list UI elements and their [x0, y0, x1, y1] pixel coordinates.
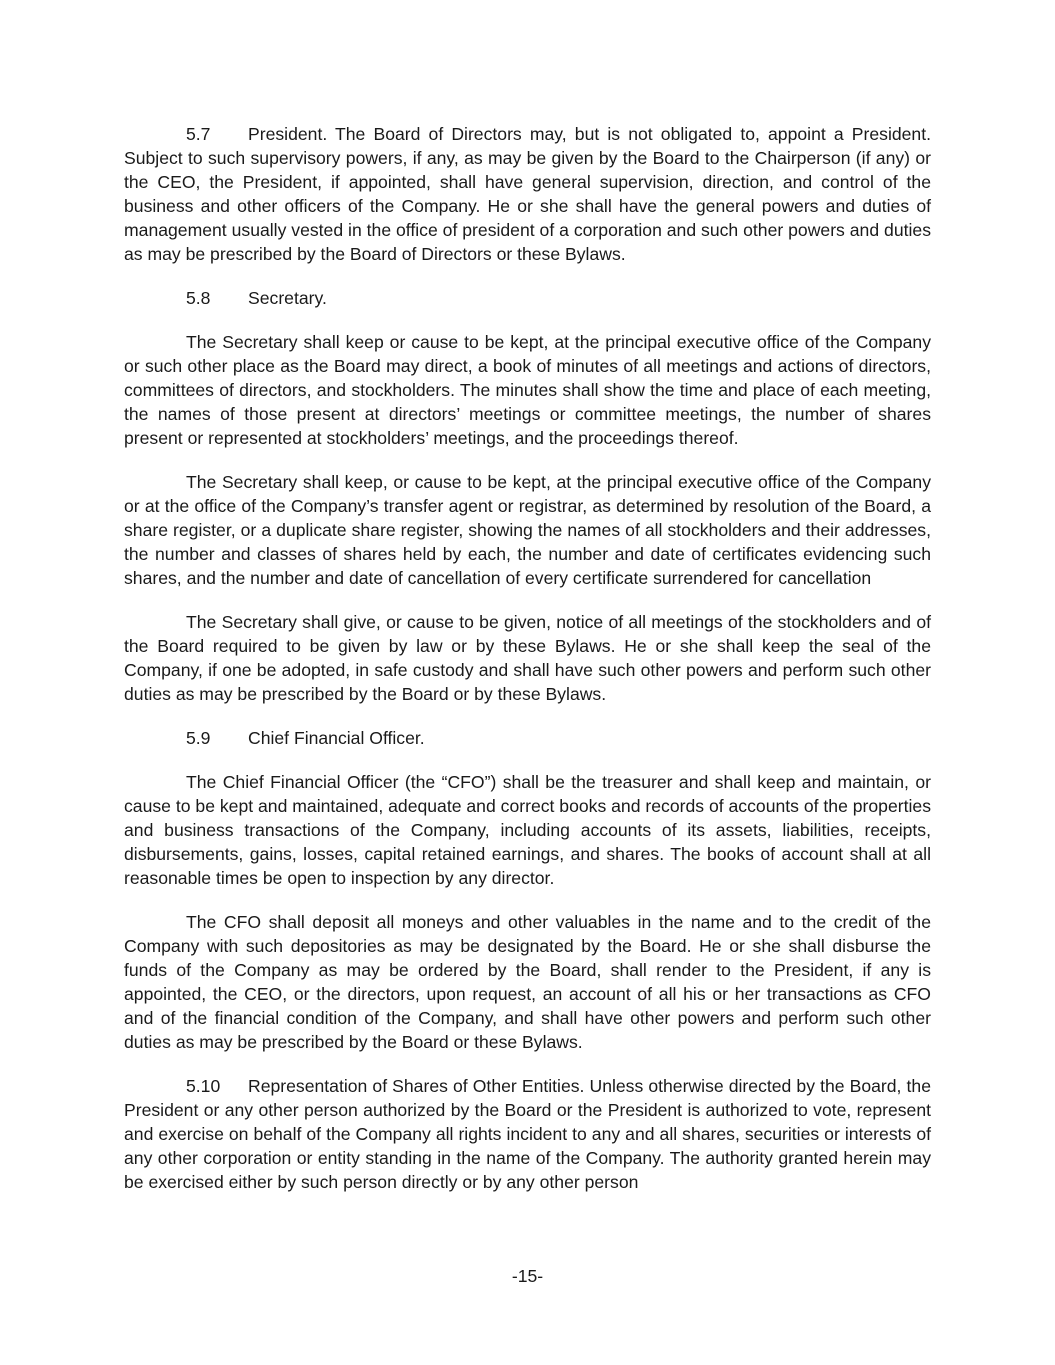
section-number: 5.9	[186, 728, 211, 748]
section-title: Chief Financial Officer.	[248, 728, 425, 748]
section-number: 5.7	[186, 124, 211, 144]
document-page	[124, 122, 931, 1194]
secretary-paragraph-2: The Secretary shall keep, or cause to be kept, at the principal executive office of the Company or at the office of the Company’s transfer agent or registrar, as determined by resolution of the Board, a share register, or a duplicate share register, showing the names of all stockholders and their addresses, the number and classes of shares held by each, the number and date of certificates evidencing such shares, and the number and date of cancellation of every certificate surrendered for cancellation	[124, 472, 931, 588]
secretary-paragraph-1: The Secretary shall keep or cause to be kept, at the principal executive office of the Company or such other place as the Board may direct, a book of minutes of all meetings and actions of directors, committees of directors, and stockholders. The minutes shall show the time and place of each meeting, the names of those present at directors’ meetings or committee meetings, the number of shares present or represented at stockholders’ meetings, and the proceedings thereof.	[124, 332, 931, 448]
section-title: Secretary.	[248, 288, 327, 308]
page-number: -15-	[511, 1266, 544, 1286]
cfo-paragraph-1: The Chief Financial Officer (the “CFO”) shall be the treasurer and shall keep and maintain, or cause to be kept and maintained, adequate and correct books and records of accounts of the properties and business transactions of the Company, including accounts of its assets, liabilities, receipts, disbursements, gains, losses, capital retained earnings, and shares. The books of account shall at all reasonable times be open to inspection by any director.	[124, 772, 931, 888]
section-5-8-heading	[124, 286, 931, 310]
secretary-paragraph-3: The Secretary shall give, or cause to be given, notice of all meetings of the stockholders and of the Board required to be given by law or by these Bylaws. He or she shall keep the seal of the Company, if one be adopted, in safe custody and shall have such other powers and perform such other duties as may be prescribed by the Board or by these Bylaws.	[124, 612, 931, 704]
section-text: President. The Board of Directors may, but is not obligated to, appoint a President. Subject to such supervisory powers, if any, as may be given by the Board to the Chairperson (if any) or the CEO, the President, if appointed, shall have general supervision, direction, and control of the business and other officers of the Company. He or she shall have the general powers and duties of management usually vested in the office of president of a corporation and such other powers and duties as may be prescribed by the Board of Directors or these Bylaws.	[124, 124, 931, 264]
section-number: 5.10	[186, 1076, 221, 1096]
section-5-9-heading	[124, 726, 931, 750]
section-5-10	[124, 1074, 931, 1194]
cfo-paragraph-2: The CFO shall deposit all moneys and other valuables in the name and to the credit of the Company with such depositories as may be designated by the Board. He or she shall disburse the funds of the Company as may be ordered by the Board, shall render to the President, if any is appointed, the CEO, or the directors, upon request, an account of all his or her transactions as CFO and of the financial condition of the Company, and shall have other powers and perform such other duties as may be prescribed by the Board or these Bylaws.	[124, 912, 931, 1052]
section-number: 5.8	[186, 288, 211, 308]
section-text: Representation of Shares of Other Entities. Unless otherwise directed by the Board, the President or any other person authorized by the Board or the President is authorized to vote, represent and exercise on behalf of the Company all rights incident to any and all shares, securities or interests of any other corporation or entity standing in the name of the Company. The authority granted herein may be exercised either by such person directly or by any other person	[124, 1076, 931, 1192]
section-5-7	[124, 122, 931, 266]
